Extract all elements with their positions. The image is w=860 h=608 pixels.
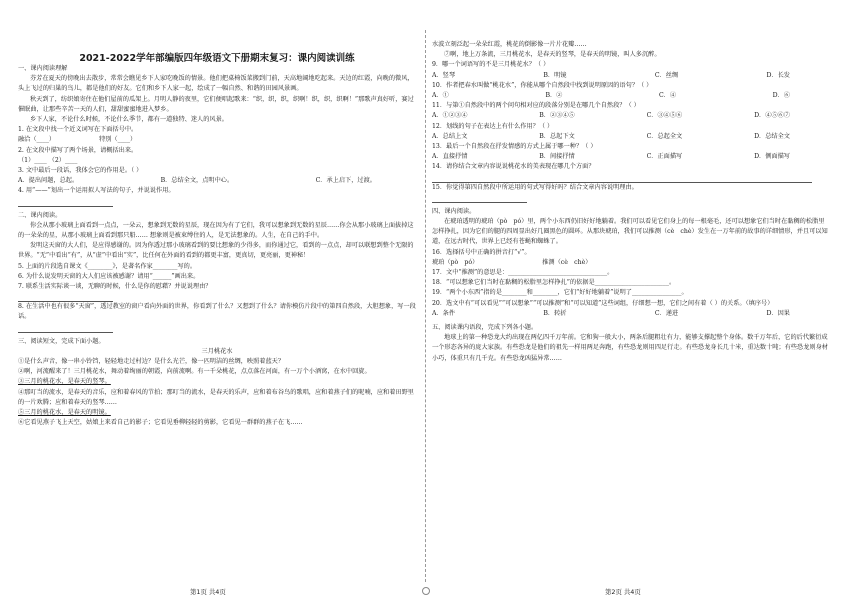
option[interactable]: B．总结全文，点明中心。 [160, 177, 234, 185]
question-9-options [432, 71, 830, 81]
option[interactable]: C．④ [658, 92, 677, 100]
answer-line[interactable] [18, 292, 113, 302]
passage-paragraph: ①是什么声音，像一串小铃铛，轻轻地走过村边？是什么光芒，像一匹明洁的丝绸，映照着蓝天？ [18, 358, 285, 366]
question-1-answers [18, 135, 416, 145]
question-8: 8. 在生活中也有很多“天窗”，透过教室的窗户看向外面的世界，你看到了什么？又想到了什么？请你模仿片段中的第四自然段，大胆想象，写一段话。 [18, 303, 416, 321]
question-2-blanks[interactable]: （1）____ （2）____ [18, 156, 78, 164]
question-12: 12．划线的句子在表达上有什么作用？（ ） [432, 122, 554, 130]
question-5: 5. 上面的片段选自课文《________》，是著名作家________写的。 [18, 262, 197, 270]
answer-line[interactable] [18, 323, 113, 333]
question-3-options [18, 176, 416, 186]
option[interactable]: D．⑥ [772, 92, 790, 100]
question-2: 2. 在文段中描写了两个场景，请概括出来。 [18, 146, 138, 154]
question-4: 4. 用“——”划出一个运用拟人写法的句子，并说说作用。 [18, 187, 175, 195]
section-1-heading: 一、课内阅读理解 [18, 65, 68, 72]
section-3-heading: 三、阅读短文，完成下面小题。 [18, 337, 105, 345]
page-number-left: 第1页 共4页 [190, 588, 226, 596]
question-14: 14．请你结合文章内容说说桃花水的美表现在哪几个方面？ [432, 163, 595, 171]
section-5-heading: 五、阅读课内语段，完成下列各小题。 [432, 324, 538, 332]
passage-paragraph: ⑦啊，地上万条流，三月桃花水，是春天的竖琴，是春天的明镜，叫人多沉醉。 [444, 51, 661, 59]
column-divider [425, 30, 426, 582]
passage-paragraph: ⑥它看见燕子飞上天空，姑娘上来看自己的影子；它看见垂柳轻轻的剪影，它看见一群群的燕子在飞…… [18, 419, 303, 427]
option[interactable]: C．丝绸 [654, 71, 679, 79]
question-16: 16．选择括号中正确的拼音打“√”。 [432, 248, 531, 256]
passage-title: 三月桃花水 [201, 347, 233, 355]
question-18: 18．“可以想象它们当时在黏稠的松脂里怎样挣扎”的依据是________________________。 [432, 279, 676, 287]
document-title: 2021-2022学年部编版四年级语文下册期末复习：课内阅读训练 [79, 53, 355, 64]
section-4-heading: 四、课内阅读。 [432, 207, 476, 215]
option[interactable]: A．提出问题，总起。 [18, 177, 79, 185]
question-17: 17．文中“推测”的意思是：________________________________。 [432, 269, 614, 277]
question-13: 13．最后一个自然段在抒发情感的方式上属于哪一种？（ ） [432, 143, 597, 151]
answer-line[interactable] [432, 193, 527, 203]
question-19: 19．“两个小东西”指的是________和________，它们“好好地躺着”说明了________________。 [432, 289, 688, 297]
passage-paragraph: ④那叮当的流水，是春天的音乐，应和着春风的节拍；那叮当的流水，是春天的乐声，应和着布谷鸟的歌唱，应和着燕子们的呢喃，应和着田野里的一片欢腾；应和着春天的竖琴…… [18, 388, 414, 406]
question-1: 1. 在文段中找一个近义词写在下面括号中。 [18, 126, 138, 134]
option[interactable]: D．④⑤⑥⑦ [754, 112, 790, 120]
option[interactable]: A．条件 [432, 309, 456, 317]
question-6: 6. 为什么说发明天窗的大人们应该被感谢？请用“______”画出来。 [18, 272, 200, 280]
passage-paragraph: 在琥珀透明的琥珀（pò pó）里，两个小东西仍旧好好地躺着。我们可以看见它们身上的每一根毫毛，还可以想象它们当时在黏稠的松脂里怎样挣扎，因为它们的腿的四周显出好几圈黑色的圆环。从那块琥珀，我们可以推测（cè chè）发生在一万年前的故事的详细情形，并且可以知道，在远古时代，世界上已经有苍蝇和蜘蛛了。 [432, 218, 828, 246]
option[interactable]: A．直接抒情 [432, 153, 468, 161]
option[interactable]: A．竖琴 [432, 71, 456, 79]
question-20-options [432, 309, 830, 319]
question-10-options [432, 91, 830, 101]
question-9: 9．哪一个词语写的不是三月桃花水？（ ） [432, 61, 550, 69]
passage-paragraph: 你会从那小玻璃上面看到一点点，一朵云，想象到无数的星辰，现在因为有了它们，我可以想象到无数的星辰……你会从那小玻璃上面拔掉这的一朵朵的星，从那小玻璃上面看到那只船…… 想象则是被束缚住的人，是无法想象的。人生，在自己的手中。 [18, 221, 414, 240]
option[interactable]: B．间接抒情 [539, 153, 575, 161]
option[interactable]: D．侧面描写 [754, 153, 790, 161]
passage-paragraph: 乡下人家，不论什么时候，不论什么季节，都有一道独特、迷人的风景。 [30, 116, 228, 124]
binding-hole-icon [422, 587, 430, 595]
question-13-options [432, 152, 830, 162]
question-11: 11．与第①自然段中的两个问句相对应的段落分别是在哪几个自然段？（ ） [432, 102, 640, 110]
answer-line[interactable] [18, 197, 113, 207]
question-3: 3. 文中最后一段话，我体会它的作用是。（ ） [18, 167, 143, 175]
passage-paragraph: 地球上的第一种恐龙大约出现在两亿四千万年前。它和狗一般大小，两条后腿粗壮有力，能够支撑起整个身体。数千万年后，它的后代繁衍成一个形态各异的庞大家族。有些恐龙是他们的祖先一样用两足奔跑，有些恐龙则用四足行走。有些恐龙身长几十米，重达数十吨；有些恐龙则身材小巧，体重只有几千克。有些恐龙凶猛异常…… [432, 334, 828, 362]
option[interactable]: C．总起全文 [646, 132, 683, 140]
passage-paragraph: 发明这天窗的大人们，是应得感谢的。因为你透过那小玻璃看到的要比想象的少得多，而你通过它，看到的一点点，却可以联想到整个无限的世界。“无”中看出“有”，从“虚”中看出“实”，比任何在外面的看到的都更丰富，更真切，更亮丽，更神秘！ [18, 242, 414, 260]
option[interactable]: D．总结全文 [754, 132, 790, 140]
option[interactable]: C．承上启下，过渡。 [315, 177, 376, 185]
option[interactable]: B．总起下文 [539, 132, 575, 140]
pinyin-choice[interactable]: 琥珀（pò pó） [432, 258, 479, 266]
question-7: 7. 联系生活实际谈一谈，无聊的时候，什么是你的慰藉？并说说理由？ [18, 283, 212, 291]
option[interactable]: D．长发 [766, 71, 790, 79]
option[interactable]: D．因果 [766, 309, 790, 317]
option[interactable]: C．递进 [654, 309, 679, 317]
question-10: 10．作者把春水叫做“桃花水”，你能从哪个自然段中找到说明原因的语句？（ ） [432, 81, 653, 89]
page-number-right: 第2页 共4页 [605, 588, 641, 596]
option[interactable]: B．②③④⑤ [539, 112, 575, 120]
right-column [432, 40, 830, 364]
question-16-choices [432, 258, 830, 268]
passage-paragraph: 秋天到了，纺织娘寄住在他们屋前的瓜架上。月明人静的夜里，它们便唱起歌来：“织，织，织，织啊！织，织，织啊！”那歌声真好听，赛过催眠曲，让那些辛苦一天的人们，甜甜蜜蜜地进入梦乡。 [18, 95, 414, 113]
answer-blank[interactable]: 特别（____） [99, 136, 137, 144]
question-11-options [432, 111, 830, 121]
option[interactable]: B．转折 [543, 309, 567, 317]
question-12-options [432, 132, 830, 142]
pinyin-choice[interactable]: 推测（cè chè） [542, 258, 592, 266]
passage-paragraph: ②啊，河流醒来了！三月桃花水，舞动着绚丽的朝霞，向前流啊。有一千朵桃花，点点落在河面，有一万个小酒窝，在水中回旋。 [18, 368, 371, 376]
answer-blank[interactable]: 融洽（____） [18, 136, 56, 144]
option[interactable]: A．① [432, 92, 449, 100]
question-15: 15．你觉得第四自然段中所运用的句式写得好吗？结合文章内容说明理由。 [432, 183, 638, 191]
option[interactable]: B．② [545, 92, 563, 100]
answer-line[interactable] [432, 173, 812, 183]
option[interactable]: A．①②③④ [432, 112, 468, 120]
left-column [18, 64, 416, 429]
option[interactable]: C．③④⑤⑥ [646, 112, 683, 120]
option[interactable]: C．正面描写 [646, 153, 683, 161]
question-20: 20．选文中有“可以看见”“可以想象”“可以推测”和“可以知道”这些词组，仔细想一想，它们之间有着（ ）的关系。（填序号） [432, 299, 774, 307]
option[interactable]: B．明镜 [543, 71, 567, 79]
underlined-sentence: ③三月的桃花水，是春天的竖琴。 [18, 378, 111, 386]
underlined-sentence: ⑤三月的桃花水，是春天的明镜。 [18, 409, 111, 417]
section-2-heading: 二、课内阅读。 [18, 211, 62, 219]
passage-paragraph: 水波立刻泛起一朵朵红霞，桃花的倒影像一片片花瓣…… [432, 41, 587, 48]
passage-paragraph: 芬芳在夏天的傍晚出去散步，常常会瞧见乡下人家吃晚饭的情景。他们把桌椅饭菜搬到门前，天高地阔地吃起来。天边的红霞，向晚的微风，头上飞过的归巢的鸟儿，都是他们的好友。它们和乡下人家一起，绘成了一幅自然、和谐的田园风景画。 [18, 75, 414, 93]
option[interactable]: A．总结上文 [432, 132, 468, 140]
